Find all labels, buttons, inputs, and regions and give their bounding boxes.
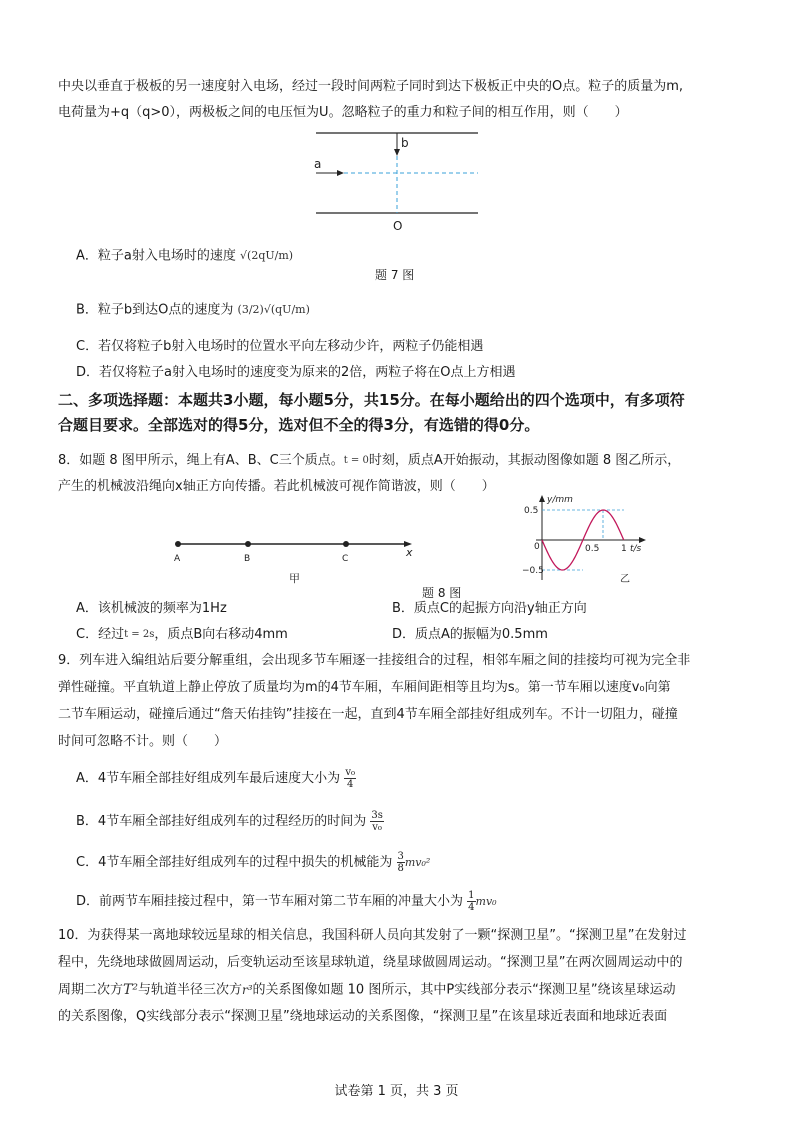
q8-chart-x-tick-1: 0.5: [585, 544, 600, 554]
q10-t-squared: T²: [123, 982, 138, 998]
q8-chart-x-arrow: [639, 537, 646, 543]
q9-option-c-formula: mv₀²: [404, 855, 431, 869]
q8-option-c-b: ，质点B向右移动4mm: [154, 627, 288, 642]
q10-line-2: 程中，先绕地球做圆周运动，后变轨运动至该星球轨道，绕星球做圆周运动。“探测卫星”在两次圆周运动中的: [58, 955, 683, 970]
q9-line-4: 时间可忽略不计。则（ ）: [58, 734, 228, 749]
q9-option-c-num: 3: [397, 851, 404, 862]
q7-option-a-text: A．粒子a射入电场时的速度: [76, 248, 236, 264]
q8-line-1: [58, 452, 680, 470]
q10-line-4: 的关系图像，Q实线部分表示“探测卫星”绕地球运动的关系图像，“探测卫星”在该星球近表面和地球近表面: [58, 1009, 668, 1024]
q8-label-b: B: [244, 554, 251, 564]
q8-caption: 题 8 图: [422, 586, 462, 600]
q9-option-d: [76, 890, 497, 913]
q8-chart-y-arrow: [539, 495, 545, 502]
q7-figure: [310, 128, 490, 238]
q10-line-3b: 与轨道半径三次方: [137, 982, 242, 998]
q7-option-b-formula: (3/2)√(qU/m): [237, 303, 310, 316]
q7-line-1: 中央以垂直于极板的另一速度射入电场，经过一段时间两粒子同时到达下极板正中央的O点。粒子的质量为m,: [58, 79, 684, 94]
q9-option-c: [76, 851, 430, 874]
q9-option-d-formula: mv₀: [475, 894, 497, 908]
q7-arrow-b-head: [394, 149, 400, 156]
q7-caption: 题 7 图: [375, 268, 415, 282]
q8-label-jia: 甲: [289, 572, 300, 585]
q8-label-c: C: [342, 554, 349, 564]
q9-option-c-den: 8: [397, 863, 404, 874]
q8-figure-yi: [522, 492, 652, 588]
q7-option-a: [76, 247, 293, 266]
q9-option-a-text: A．4节车厢全部挂好组成列车最后速度大小为: [76, 771, 341, 786]
q8-chart-y-top: 0.5: [524, 506, 539, 516]
q9-option-b: [76, 810, 384, 833]
q7-label-a: a: [314, 157, 322, 171]
q8-t0: t = 0: [343, 455, 369, 466]
q7-option-d: D．若仅将粒子a射入电场时的速度变为原来的2倍，两粒子将在O点上方相遇: [76, 365, 516, 380]
q10-r-cubed: r³: [241, 983, 253, 997]
q8-line-2: 产生的机械波沿绳向x轴正方向传播。若此机械波可视作简谐波，则（ ）: [58, 479, 495, 494]
q7-arrow-a-head: [337, 170, 344, 176]
q8-chart-y-bottom: −0.5: [522, 566, 544, 576]
q7-option-a-formula: √(2qU/m): [240, 249, 294, 262]
q10-line-3: [58, 981, 676, 1000]
q9-option-a: [76, 767, 356, 790]
q8-option-b: B．质点C的起振方向沿y轴正方向: [392, 601, 587, 616]
q8-chart-x-tick-2: 1: [621, 544, 627, 554]
q9-option-b-num: 3s: [371, 810, 383, 821]
q8-chart-origin: 0: [534, 542, 540, 552]
q8-line-1b: 时刻，质点A开始振动，其振动图像如题 8 图乙所示，: [368, 453, 681, 468]
q9-option-c-text: C．4节车厢全部挂好组成列车的过程中损失的机械能为: [76, 855, 393, 870]
section-2-line-1: 二、多项选择题：本题共3小题，每小题5分，共15分。在每小题给出的四个选项中，有多项符: [58, 391, 685, 409]
q7-label-o: O: [393, 219, 403, 233]
q9-option-c-fraction: [397, 851, 405, 874]
q8-label-a: A: [174, 554, 181, 564]
q9-line-2: 弹性碰撞。平直轨道上静止停放了质量均为m的4节车厢，车厢间距相等且均为s。第一节车厢以速度v₀向第: [58, 680, 671, 695]
section-2-line-2: 合题目要求。全部选对的得5分，选对但不全的得3分，有选错的得0分。: [58, 416, 540, 434]
q7-option-b: [76, 301, 310, 320]
q9-option-b-text: B．4节车厢全部挂好组成列车的过程经历的时间为: [76, 814, 367, 829]
q8-option-c-time: t = 2s: [124, 629, 155, 640]
page-footer: 试卷第 1 页，共 3 页: [334, 1084, 459, 1099]
q8-point-b: [245, 541, 251, 547]
q9-option-a-fraction: [344, 767, 356, 790]
q9-line-1: 9．列车进入编组站后要分解重组，会出现多节车厢逐一挂接组合的过程，相邻车厢之间的挂接均可视为完全非: [58, 653, 691, 668]
q8-option-c: [76, 626, 288, 644]
q9-option-a-num: v₀: [345, 767, 355, 778]
q7-label-b: b: [401, 136, 409, 150]
q9-option-d-num: 1: [468, 890, 475, 901]
q8-option-a: A．该机械波的频率为1Hz: [76, 601, 227, 616]
q8-chart-label-yi: 乙: [620, 574, 630, 585]
q8-line-1a: 8．如题 8 图甲所示，绳上有A、B、C三个质点。: [58, 453, 344, 468]
q8-point-c: [343, 541, 349, 547]
q9-option-b-fraction: [370, 810, 384, 833]
q9-line-3: 二节车厢运动，碰撞后通过“詹天佑挂钩”挂接在一起，直到4节车厢全部挂好组成列车。不计一切阻力，碰撞: [58, 707, 678, 722]
q10-line-3a: 周期二次方: [58, 982, 124, 998]
q7-option-c: C．若仅将粒子b射入电场时的位置水平向左移动少许，两粒子仍能相遇: [76, 339, 484, 354]
q10-line-1: 10．为获得某一离地球较远星球的相关信息，我国科研人员向其发射了一颗“探测卫星”。“探测卫星”在发射过: [58, 928, 687, 943]
q9-option-a-den: 4: [346, 779, 354, 790]
q8-chart-xunit: t/s: [630, 544, 642, 554]
q10-line-3c: 的关系图像如题 10 图所示，其中P实线部分表示“探测卫星”绕该星球运动: [252, 982, 676, 998]
q9-option-d-den: 4: [468, 902, 475, 913]
q9-option-d-text: D．前两节车厢挂接过程中，第一节车厢对第二节车厢的冲量大小为: [76, 894, 464, 909]
q8-chart-ylabel: y/mm: [547, 495, 573, 505]
q8-option-d: D．质点A的振幅为0.5mm: [392, 627, 548, 642]
q8-figure-jia: [168, 530, 418, 590]
q7-line-2: 电荷量为+q（q>0），两极板之间的电压恒为U。忽略粒子的重力和粒子间的相互作用，则（ ）: [58, 105, 628, 120]
q8-label-x: x: [406, 546, 413, 559]
q9-option-b-den: v₀: [372, 822, 382, 833]
q8-point-a: [175, 541, 181, 547]
q9-option-d-fraction: [467, 890, 475, 913]
q7-option-b-text: B．粒子b到达O点的速度为: [76, 302, 234, 318]
q8-option-c-a: C．经过: [76, 627, 125, 642]
